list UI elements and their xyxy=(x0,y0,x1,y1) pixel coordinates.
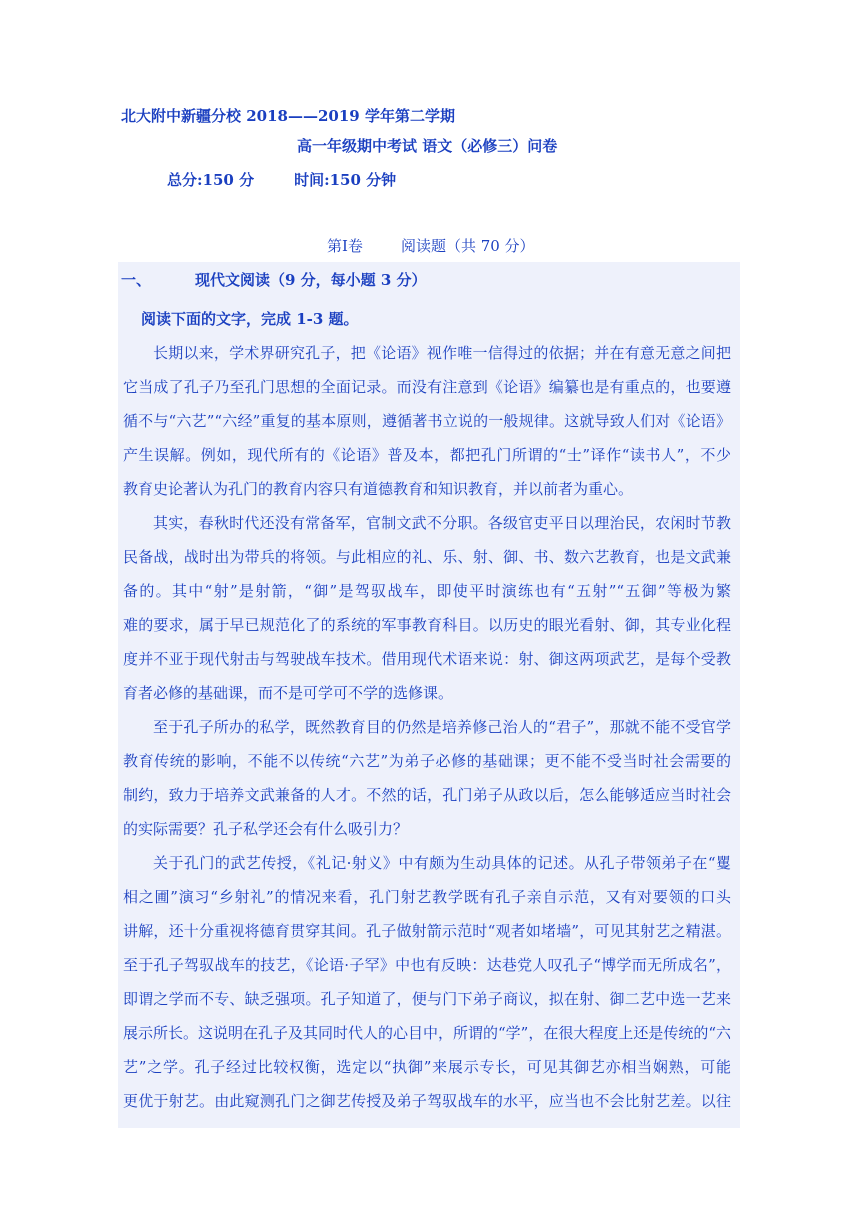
passage-line: 难的要求，属于早已规范化了的系统的军事教育科目。以历史的眼光看射、御，其专业化程 xyxy=(123,616,731,634)
passage-line: 关于孔门的武艺传授，《礼记·射义》中有颇为生动具体的记述。从孔子带领弟子在“矍 xyxy=(153,854,731,872)
passage-line: 更优于射艺。由此窥测孔门之御艺传授及弟子驾驭战车的水平，应当也不会比射艺差。以往 xyxy=(123,1092,731,1110)
passage-line: 产生误解。例如，现代所有的《论语》普及本，都把孔门所谓的“士”译作“读书人”，不少 xyxy=(123,446,731,464)
passage-line: 长期以来，学术界研究孔子，把《论语》视作唯一信得过的依据；并在有意无意之间把 xyxy=(153,344,731,362)
section-part: 第Ⅰ卷 xyxy=(327,237,363,255)
section-desc: 阅读题（共 70 分） xyxy=(400,237,535,255)
part-title: 现代文阅读（9 分，每小题 3 分） xyxy=(195,271,427,289)
part-heading xyxy=(121,270,427,290)
reading-instruction: 阅读下面的文字，完成 1-3 题。 xyxy=(141,310,359,328)
passage-line: 育者必修的基础课，而不是可学可不学的选修课。 xyxy=(123,684,454,702)
passage-line: 相之圃”演习“乡射礼”的情况来看，孔门射艺教学既有孔子亲自示范，又有对要领的口头 xyxy=(123,888,731,906)
passage-line: 艺”之学。孔子经过比较权衡，选定以“执御”来展示专长，可见其御艺亦相当娴熟，可能 xyxy=(123,1058,731,1076)
passage-line: 民备战，战时出为带兵的将领。与此相应的礼、乐、射、御、书、数六艺教育，也是文武兼 xyxy=(123,548,731,566)
section-title xyxy=(327,236,535,256)
score-time-line xyxy=(167,170,396,190)
passage-line: 制约，致力于培养文武兼备的人才。不然的话，孔门弟子从政以后，怎么能够适应当时社会 xyxy=(123,786,731,804)
passage-line: 它当成了孔子乃至孔门思想的全面记录。而没有注意到《论语》编纂也是有重点的，也要遵 xyxy=(123,378,731,396)
passage-line: 其实，春秋时代还没有常备军，官制文武不分职。各级官吏平日以理治民，农闲时节教 xyxy=(153,514,731,532)
passage-line: 的实际需要？孔子私学还会有什么吸引力？ xyxy=(123,820,409,838)
school-term-line: 北大附中新疆分校 2018——2019 学年第二学期 xyxy=(121,107,455,125)
passage-line: 至于孔子驾驭战车的技艺，《论语·子罕》中也有反映：达巷党人叹孔子“博学而无所成名”， xyxy=(123,956,731,974)
total-score: 总分:150 分 xyxy=(167,171,255,189)
passage-line: 即谓之学而不专、缺乏强项。孔子知道了，便与门下弟子商议，拟在射、御二艺中选一艺来 xyxy=(123,990,731,1008)
passage-line: 至于孔子所办的私学，既然教育目的仍然是培养修己治人的“君子”，那就不能不受官学 xyxy=(153,718,731,736)
passage-line: 教育传统的影响，不能不以传统“六艺”为弟子必修的基础课；更不能不受当时社会需要的 xyxy=(123,752,731,770)
passage-line: 循不与“六艺”“六经”重复的基本原则，遵循著书立说的一般规律。这就导致人们对《论语》 xyxy=(123,412,731,430)
passage-line: 讲解，还十分重视将德育贯穿其间。孔子做射箭示范时“观者如堵墙”，可见其射艺之精湛。 xyxy=(123,922,731,940)
time-limit: 时间:150 分钟 xyxy=(294,171,397,189)
part-number: 一、 xyxy=(121,271,152,289)
passage-line: 度并不亚于现代射击与驾驶战车技术。借用现代术语来说：射、御这两项武艺，是每个受教 xyxy=(123,650,731,668)
exam-title: 高一年级期中考试 语文（必修三）问卷 xyxy=(297,137,558,155)
passage-line: 展示所长。这说明在孔子及其同时代人的心目中，所谓的“学”，在很大程度上还是传统的“六 xyxy=(123,1024,732,1042)
passage-line: 备的。其中“射”是射箭，“御”是驾驭战车，即使平时演练也有“五射”“五御”等极为繁 xyxy=(123,582,731,600)
passage-line: 教育史论著认为孔门的教育内容只有道德教育和知识教育，并以前者为重心。 xyxy=(123,480,634,498)
